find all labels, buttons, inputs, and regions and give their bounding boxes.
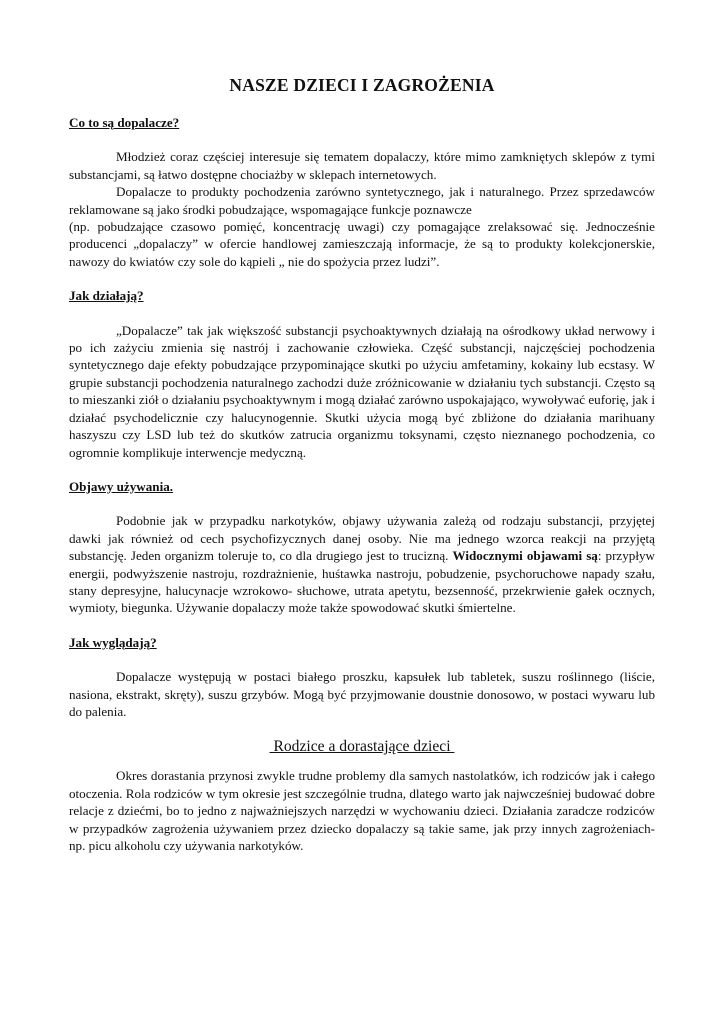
section-heading: Jak wyglądają? xyxy=(69,634,157,650)
paragraph: Dopalacze występują w postaci białego proszku, kapsułek lub tabletek, suszu roślinnego (liście, nasiona, ekstrakt, skręty), suszu grzybów. Mogą być przyjmowanie doustnie donosowo, w postaci wywaru lub do palenia. xyxy=(69,669,655,719)
paragraph: (np. pobudzające czasowo pomięć, koncentrację uwagi) czy pomagające zrelaksować się. Jednocześnie producenci „dopalaczy” w ofercie handlowej zamieszczają informacje, że są to produkty kolekcjonerskie, nawozy do kwiatów czy sole do kąpieli „ nie do spożycia przez ludzi”. xyxy=(69,219,655,269)
paragraph: Młodzież coraz częściej interesuje się tematem dopalaczy, które mimo zamkniętych sklepów z tymi substancjami, są łatwo dostępne chociażby w sklepach internetowych. xyxy=(69,149,655,182)
paragraph-text: : przypływ energii, podwyższenie nastroju, rozdrażnienie, huśtawka nastroju, pobudzenie, psychoruchowe napady szału, stany depresyjne, halucynacje wzrokowo- słuchowe, utrata apetytu, bezsenność, przekrwienie gałek ocznych, wymioty, biegunka. Używanie dopalaczy może także spowodować skutki śmiertelne. xyxy=(69,548,655,616)
paragraph: Dopalacze to produkty pochodzenia zarówno syntetycznego, jak i naturalnego. Przez sprzedawców reklamowane są jako środki pobudzające, wspomagające funkcje poznawcze xyxy=(69,184,655,217)
section-heading: Co to są dopalacze? xyxy=(69,115,180,130)
section-how-they-work xyxy=(69,287,655,461)
section-subtitle: Rodzice a dorastające dzieci xyxy=(269,738,455,756)
paragraph-text: Podobnie jak w przypadku narkotyków, objawy używania zależą od rodzaju substancji, przyjętej dawki jak również od cech psychofizycznych danej osoby. Nie ma jednego wzorca reakcji na przyjętą substancję. Jeden organizm toleruje to, co dla drugiego jest to trucizną. xyxy=(69,513,655,564)
paragraph: „Dopalacze” tak jak większość substancji psychoaktywnych działają na ośrodkowy układ nerwowy i po ich zażyciu zmienia się nastrój i zachowanie człowieka. Część substancji, najczęściej pochodzenia syntetycznego daje efekty pobudzające przypominające skutki po użyciu amfetaminy, kokainy lub ecstasy. W grupie substancji pochodzenia naturalnego zachodzi duże zróżnicowanie w działaniu tych substancji. Często są to mieszanki ziół o działaniu psychoaktywnym i mogą działać zarówno uspokajająco, wywoływać euforię, jak i działać psychodelicznie czy halucynogennie. Skutki użycia mogą być zbliżone do działania marihuany haszyszu czy LSD lub też do skutków zatrucia organizmu toksynami, często nieznanego pochodzenia, co ogromnie komplikuje interwencje medyczną. xyxy=(69,322,655,460)
section-heading: Jak działają? xyxy=(69,288,144,304)
section-what-are-dopalacze xyxy=(69,114,655,270)
document-title: NASZE DZIECI I ZAGROŻENIA xyxy=(229,75,495,95)
section-symptoms xyxy=(69,478,655,617)
paragraph xyxy=(69,512,655,616)
section-appearance xyxy=(69,634,655,721)
section-heading: Objawy używania. xyxy=(69,478,174,494)
closing-paragraph: Okres dorastania przynosi zwykle trudne problemy dla samych nastolatków, ich rodziców jak i całego otoczenia. Rola rodziców w tym okresie jest szczególnie trudna, dlatego warto jak najwcześniej budować dobre relacje z dziećmi, bo to jedno z najważniejszych narzędzi w wychowaniu dzieci. Działania zaradcze rodziców w przypadków zagrożenia używaniem przez dziecko dopalaczy są takie same, jak przy innych zagrożeniach- np. picu alkoholu czy używania narkotyków. xyxy=(69,768,655,853)
bold-phrase: Widocznymi objawami są xyxy=(452,548,598,564)
